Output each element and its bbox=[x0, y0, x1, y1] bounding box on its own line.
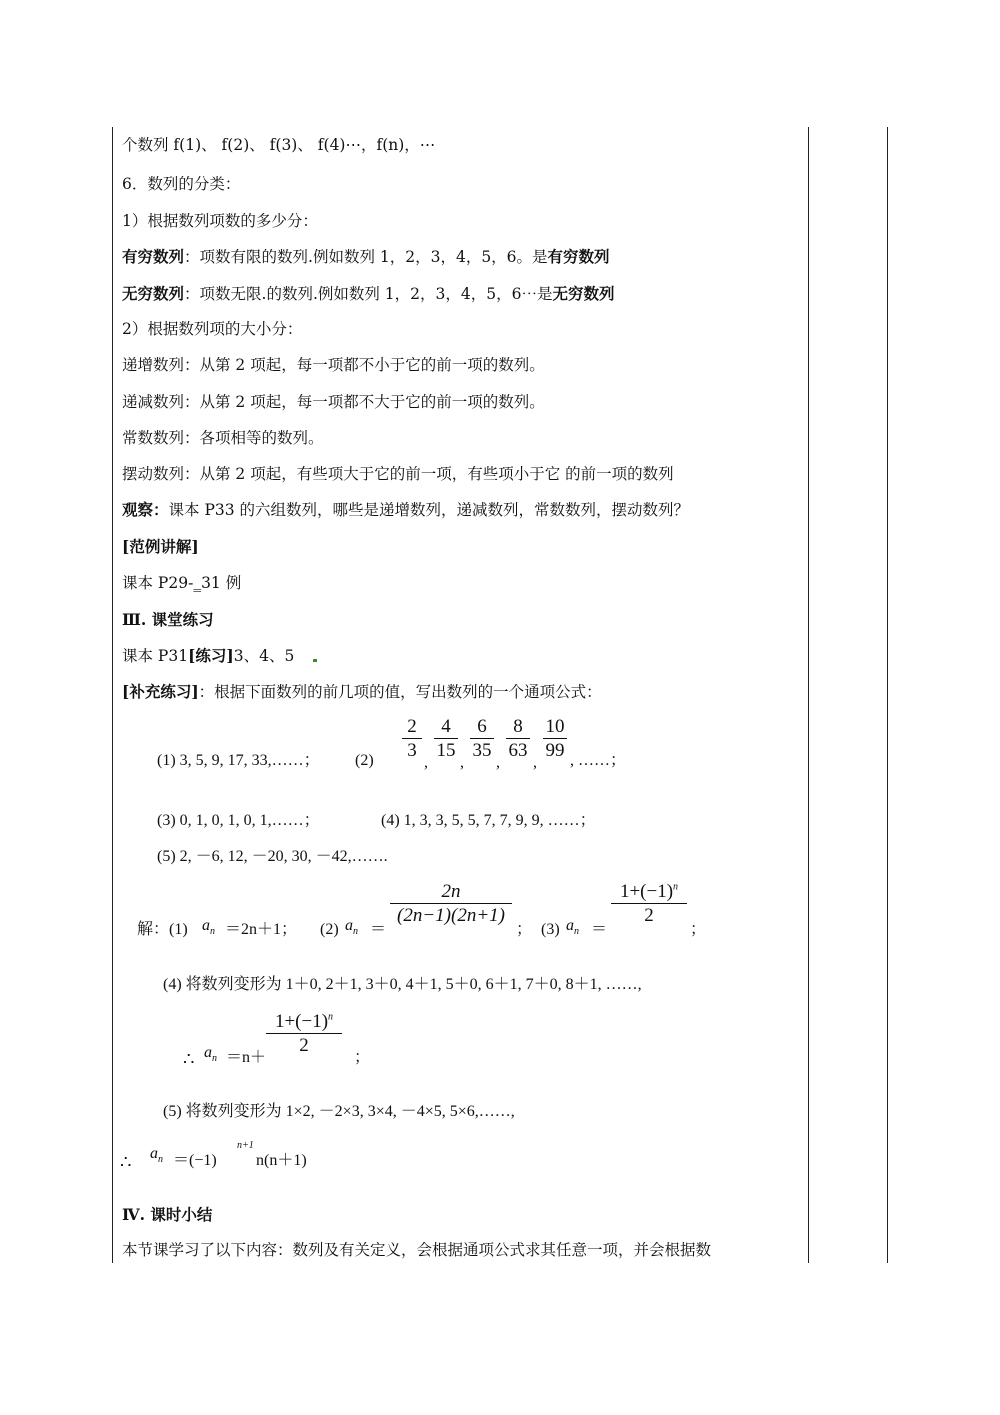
exercise-2-label: (2) bbox=[355, 752, 374, 769]
comma: , bbox=[496, 754, 500, 771]
exercise-2-tail: , ……； bbox=[570, 752, 627, 769]
solution-4-text: (4) 将数列变形为 1＋0, 2＋1, 3＋0, 4＋1, 5＋0, 6＋1, 7＋0, 8＋1, ……, bbox=[163, 976, 642, 993]
text-line-sequence-fn: 个数列 f(1)、 f(2)、 f(3)、 f(4)⋯，f(n)，⋯ bbox=[122, 136, 436, 154]
solution-4-rhs: ＝n＋ bbox=[226, 1049, 267, 1066]
solution-2-equals: ＝ bbox=[370, 921, 387, 938]
text-line-by-size: 2）根据数列项的大小分： bbox=[122, 320, 303, 338]
solution-2-label: (2) bbox=[320, 921, 339, 938]
an-symbol: $a_n$ bbox=[202, 917, 215, 938]
comma: , bbox=[460, 754, 464, 771]
solution-1-rhs: ＝2n＋1； bbox=[225, 921, 298, 938]
an-symbol: $a_n$ bbox=[150, 1145, 163, 1166]
an-symbol: $a_n$ bbox=[204, 1044, 217, 1065]
exercise-1: (1) 3, 5, 9, 17, 33,……； bbox=[157, 752, 320, 769]
exercise-2-fraction-3: 6 35 bbox=[470, 717, 494, 760]
exercise-2-fraction-5: 10 99 bbox=[543, 717, 567, 760]
solution-5-tail: n(n＋1) bbox=[256, 1152, 307, 1169]
text-line-textbook-examples: 课本 P29-‗31 例 bbox=[122, 574, 242, 592]
text-line-constant: 常数数列：各项相等的数列。 bbox=[122, 429, 324, 447]
exercise-2-fraction-4: 8 63 bbox=[506, 717, 530, 760]
text-line-classification: 6．数列的分类： bbox=[122, 175, 241, 193]
text-line-increasing: 递增数列：从第 2 项起，每一项都不小于它的前一项的数列。 bbox=[122, 356, 545, 374]
therefore-symbol: ∴ bbox=[183, 1049, 195, 1069]
text-line-textbook-practice: 课本 P31[练习]3、4、5 bbox=[122, 646, 295, 665]
table-column-divider bbox=[808, 127, 809, 1263]
solution-5-exponent: n+1 bbox=[237, 1140, 254, 1151]
solution-4-fraction: $1+(-1)^n$ 2 bbox=[266, 1012, 342, 1055]
solution-5-text: (5) 将数列变形为 1×2, －2×3, 3×4, －4×5, 5×6,……, bbox=[163, 1103, 515, 1120]
section-heading-examples: [范例讲解] bbox=[122, 537, 199, 556]
text-line-oscillating: 摆动数列：从第 2 项起，有些项大于它的前一项，有些项小于它 的前一项的数列 bbox=[122, 465, 674, 483]
exercise-2-fraction-1: 2 3 bbox=[402, 717, 422, 760]
therefore-symbol: ∴ bbox=[120, 1152, 132, 1172]
stray-mark bbox=[313, 659, 317, 662]
comma: , bbox=[424, 754, 428, 771]
text-line-finite: 有穷数列：项数有限的数列.例如数列 1，2，3，4，5，6。是有穷数列 bbox=[122, 247, 610, 266]
exercise-4: (4) 1, 3, 3, 5, 5, 7, 7, 9, 9, ……； bbox=[381, 812, 596, 829]
comma: , bbox=[533, 754, 537, 771]
exercise-5: (5) 2, －6, 12, －20, 30, －42,……. bbox=[157, 848, 388, 865]
text-line-summary: 本节课学习了以下内容：数列及有关定义，会根据通项公式求其任意一项，并会根据数 bbox=[122, 1241, 712, 1259]
section-heading-summary: Ⅳ. 课时小结 bbox=[122, 1205, 213, 1224]
solution-3-label: (3) bbox=[541, 921, 560, 938]
solution-2-fraction: 2n (2n−1)(2n+1) bbox=[390, 882, 512, 925]
text-line-supplementary: [补充练习]：根据下面数列的前几项的值，写出数列的一个通项公式： bbox=[122, 682, 602, 701]
solution-5-rhs: ＝(−1) bbox=[173, 1152, 217, 1169]
solution-label: 解：(1) bbox=[137, 921, 188, 938]
section-heading-practice: Ⅲ. 课堂练习 bbox=[122, 610, 214, 629]
an-symbol: $a_n$ bbox=[566, 917, 579, 938]
solution-2-tail: ； bbox=[516, 921, 533, 938]
text-line-observe: 观察：课本 P33 的六组数列，哪些是递增数列，递减数列，常数数列，摆动数列？ bbox=[122, 500, 690, 519]
solution-3-fraction: $1+(-1)^n$ 2 bbox=[611, 882, 687, 925]
an-symbol: $a_n$ bbox=[345, 917, 358, 938]
text-line-infinite: 无穷数列：项数无限.的数列.例如数列 1，2，3，4，5，6⋯是无穷数列 bbox=[122, 284, 615, 303]
exercise-3: (3) 0, 1, 0, 1, 0, 1,……； bbox=[157, 812, 320, 829]
solution-4-tail: ； bbox=[354, 1049, 371, 1066]
solution-3-equals: ＝ bbox=[591, 921, 608, 938]
exercise-2-fraction-2: 4 15 bbox=[434, 717, 458, 760]
text-line-by-count: 1）根据数列项数的多少分： bbox=[122, 212, 318, 230]
solution-3-tail: ； bbox=[690, 921, 707, 938]
text-line-decreasing: 递减数列：从第 2 项起，每一项都不大于它的前一项的数列。 bbox=[122, 393, 545, 411]
